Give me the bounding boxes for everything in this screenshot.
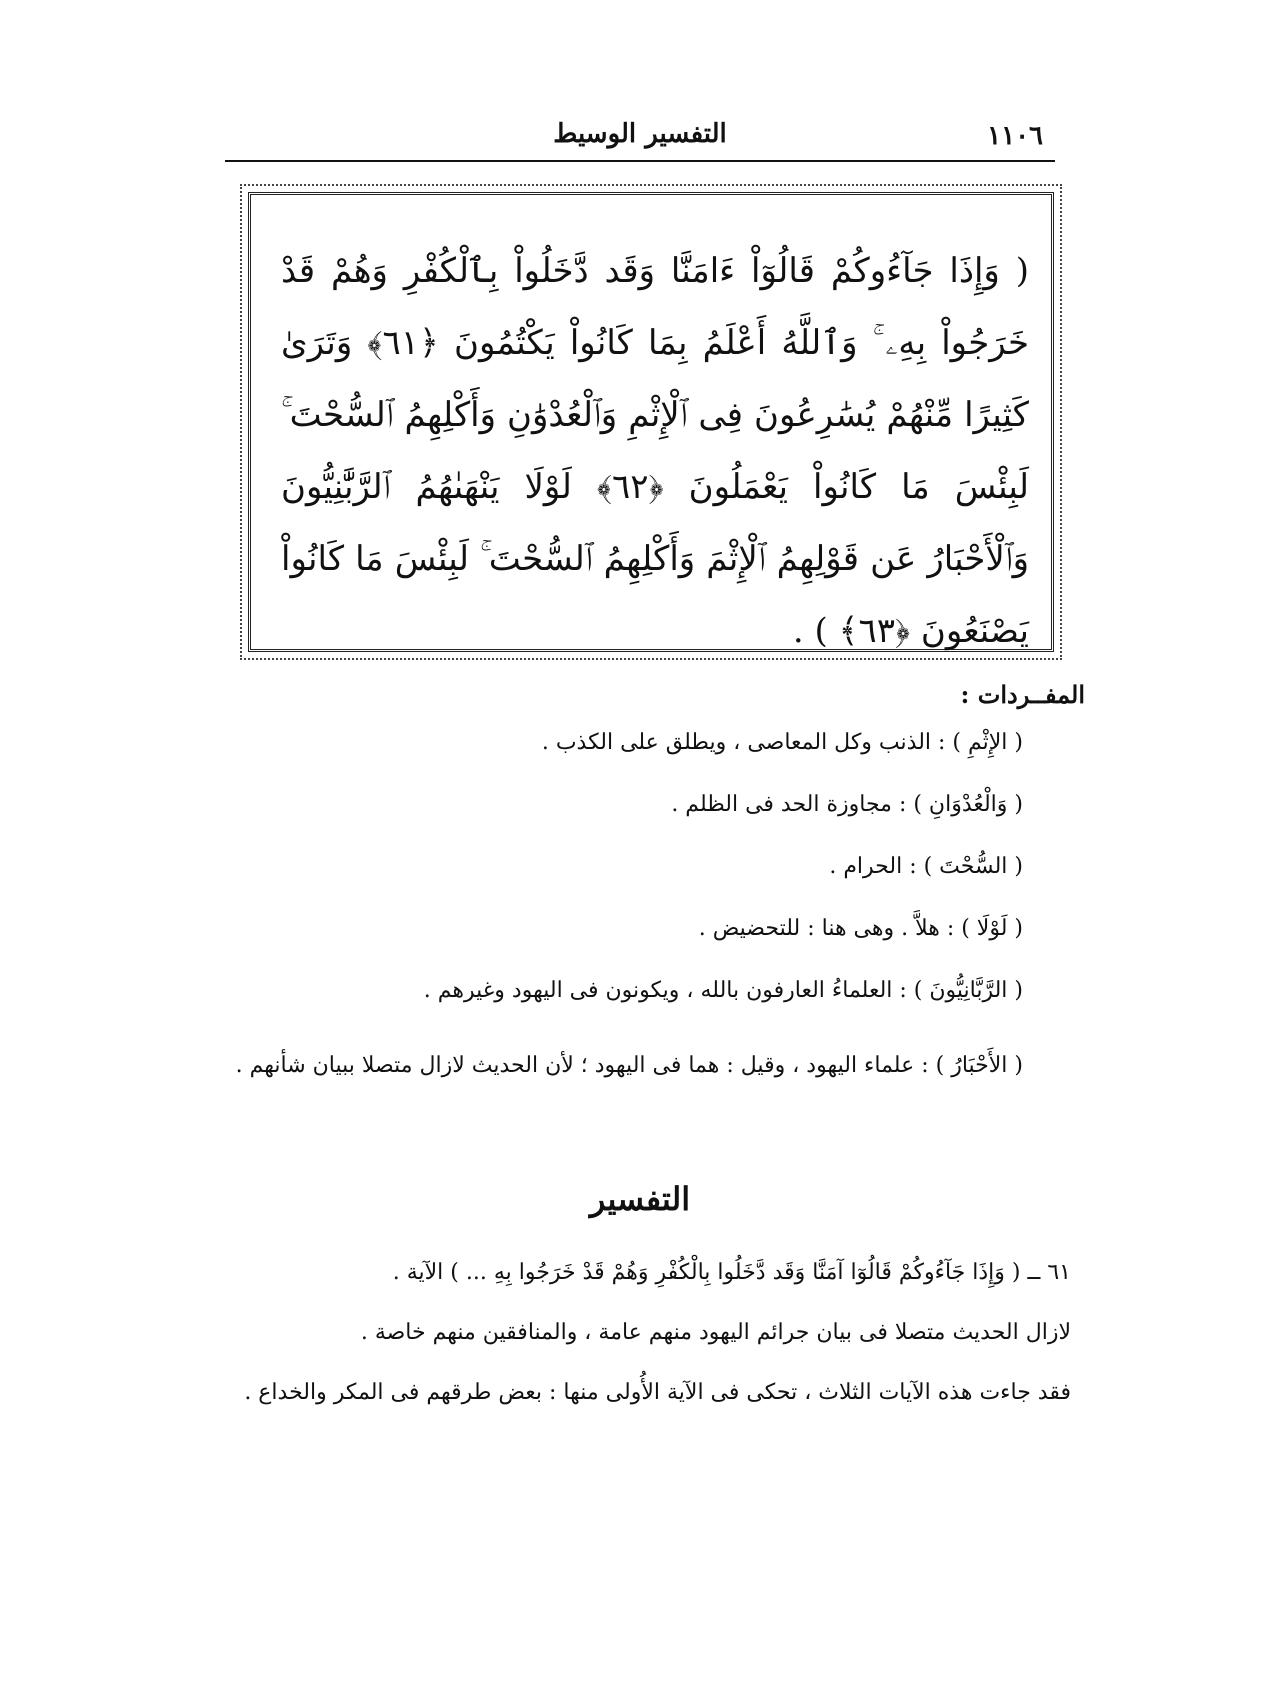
tafsir-body xyxy=(231,1245,1071,1425)
vocabulary-item: ( وَالْعُدْوَانِ ) : مجاوزة الحد فى الظلم . xyxy=(671,792,1023,817)
vocabulary-item: ( السُّحْتَ ) : الحرام . xyxy=(829,854,1023,879)
tafsir-paragraph: لازال الحديث متصلا فى بيان جرائم اليهود منهم عامة ، والمنافقين منهم خاصة . xyxy=(360,1320,1071,1345)
vocabulary-item: ( الأَحْبَارُ ) : علماء اليهود ، وقيل : هما فى اليهود ؛ لأن الحديث لازال متصلا ببيان شأنهم . xyxy=(235,1053,1023,1078)
tafsir-paragraph: ٦١ ــ ( وَإِذَا جَآءُوكُمْ قَالُوٓا آمَنَّا وَقَد دَّخَلُوا بِالْكُفْرِ وَهُمْ قَدْ خَرَجُوا بِهِ ... ) الآية . xyxy=(392,1260,1071,1285)
quran-verse-text: ( وَإِذَا جَآءُوكُمْ قَالُوٓاْ ءَامَنَّا وَقَد دَّخَلُواْ بِٱلْكُفْرِ وَهُمْ قَدْ خَرَجُواْ بِهِۦ ۚ وَٱللَّهُ أَعْلَمُ بِمَا كَانُواْ يَكْتُمُونَ ﴿٦١﴾ وَتَرَىٰ كَثِيرًا مِّنْهُمْ يُسَٰرِعُونَ فِى ٱلْإِثْمِ وَٱلْعُدْوَٰنِ وَأَكْلِهِمُ ٱلسُّحْتَ ۚ لَبِئْسَ مَا كَانُواْ يَعْمَلُونَ ﴿٦٢﴾ لَوْلَا يَنْهَىٰهُمُ ٱلرَّبَّٰنِيُّونَ وَٱلْأَحْبَارُ عَن قَوْلِهِمُ ٱلْإِثْمَ وَأَكْلِهِمُ ٱلسُّحْتَ ۚ لَبِئْسَ مَا كَانُواْ يَصْنَعُونَ ﴿٦٣﴾ ) . xyxy=(281,251,1030,651)
vocabulary-list xyxy=(233,728,1023,1114)
header-divider xyxy=(225,160,1055,162)
vocabulary-item: ( الإِثْمِ ) : الذنب وكل المعاصى ، ويطلق على الكذب . xyxy=(541,730,1023,755)
vocabulary-item: ( الرَّبَّانِيُّونَ ) : العلماءُ العارفون بالله ، ويكونون فى اليهود وغيرهم . xyxy=(423,978,1023,1003)
page-header xyxy=(225,117,1055,157)
tafsir-paragraph: فقد جاءت هذه الآيات الثلاث ، تحكى فى الآية الأُولى منها : بعض طرقهم فى المكر والخداع . xyxy=(244,1380,1071,1405)
page-number: ١١٠٦ xyxy=(987,121,1043,151)
quran-verse-frame xyxy=(248,192,1054,652)
book-title: التفسير الوسيط xyxy=(553,119,727,149)
vocabulary-heading: المفــردات : xyxy=(960,680,1085,709)
vocabulary-item: ( لَوْلَا ) : هلاَّ . وهى هنا : للتحضيض . xyxy=(698,916,1023,941)
tafsir-heading: التفسير xyxy=(589,1180,691,1218)
